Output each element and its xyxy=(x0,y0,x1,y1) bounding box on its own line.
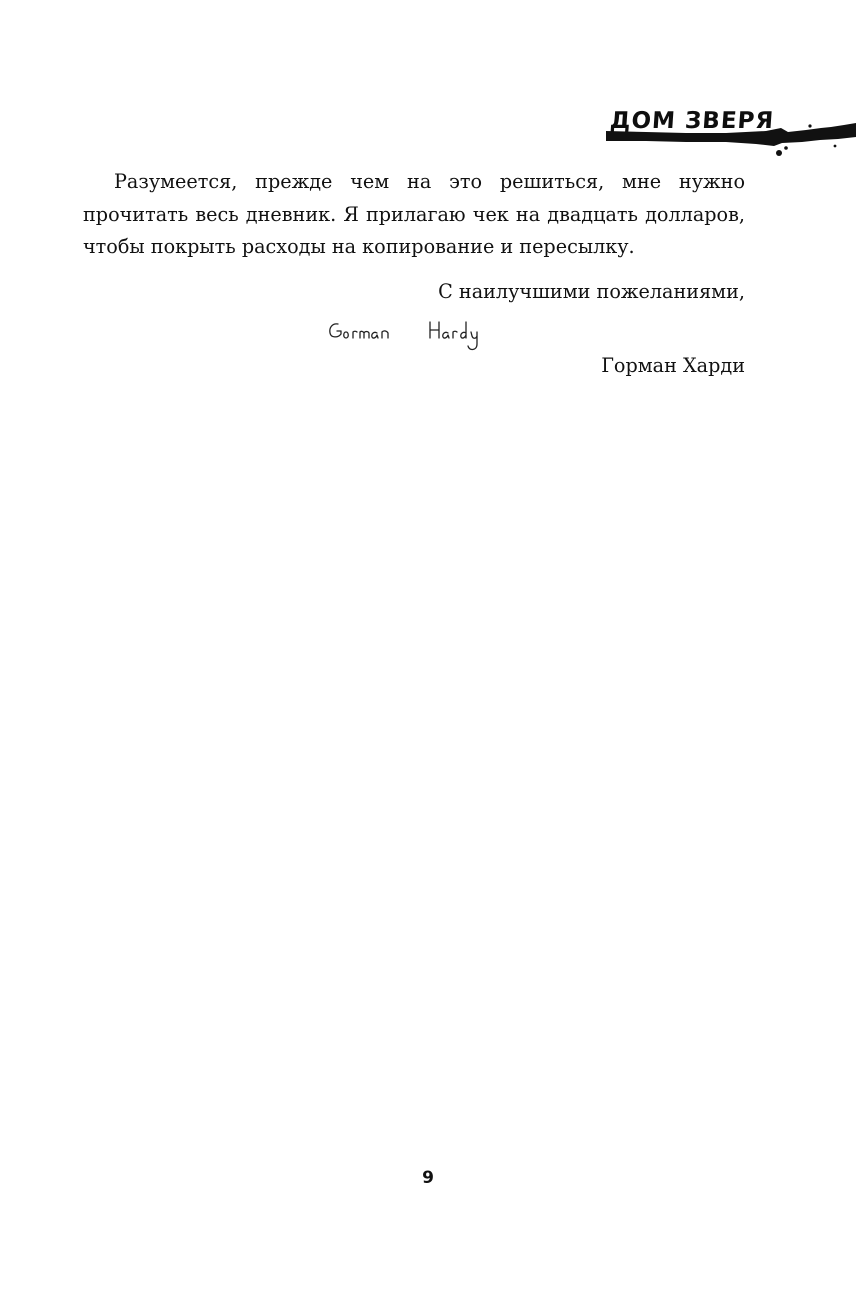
page-number: 9 xyxy=(422,1168,434,1188)
letter-body xyxy=(83,166,745,264)
running-title: ДОМ ЗВЕРЯ xyxy=(609,108,776,134)
author-name: Горман Харди xyxy=(601,354,745,377)
handwritten-signature xyxy=(326,314,506,358)
letter-paragraph: Разумеется, прежде чем на это решиться, мне нужно прочитать весь дневник. Я прилагаю чек на двадцать долларов, чтобы покрыть расходы на копирование и пересылку. xyxy=(83,170,745,258)
running-header xyxy=(606,104,856,164)
letter-closing: С наилучшими пожеланиями, xyxy=(438,280,745,303)
